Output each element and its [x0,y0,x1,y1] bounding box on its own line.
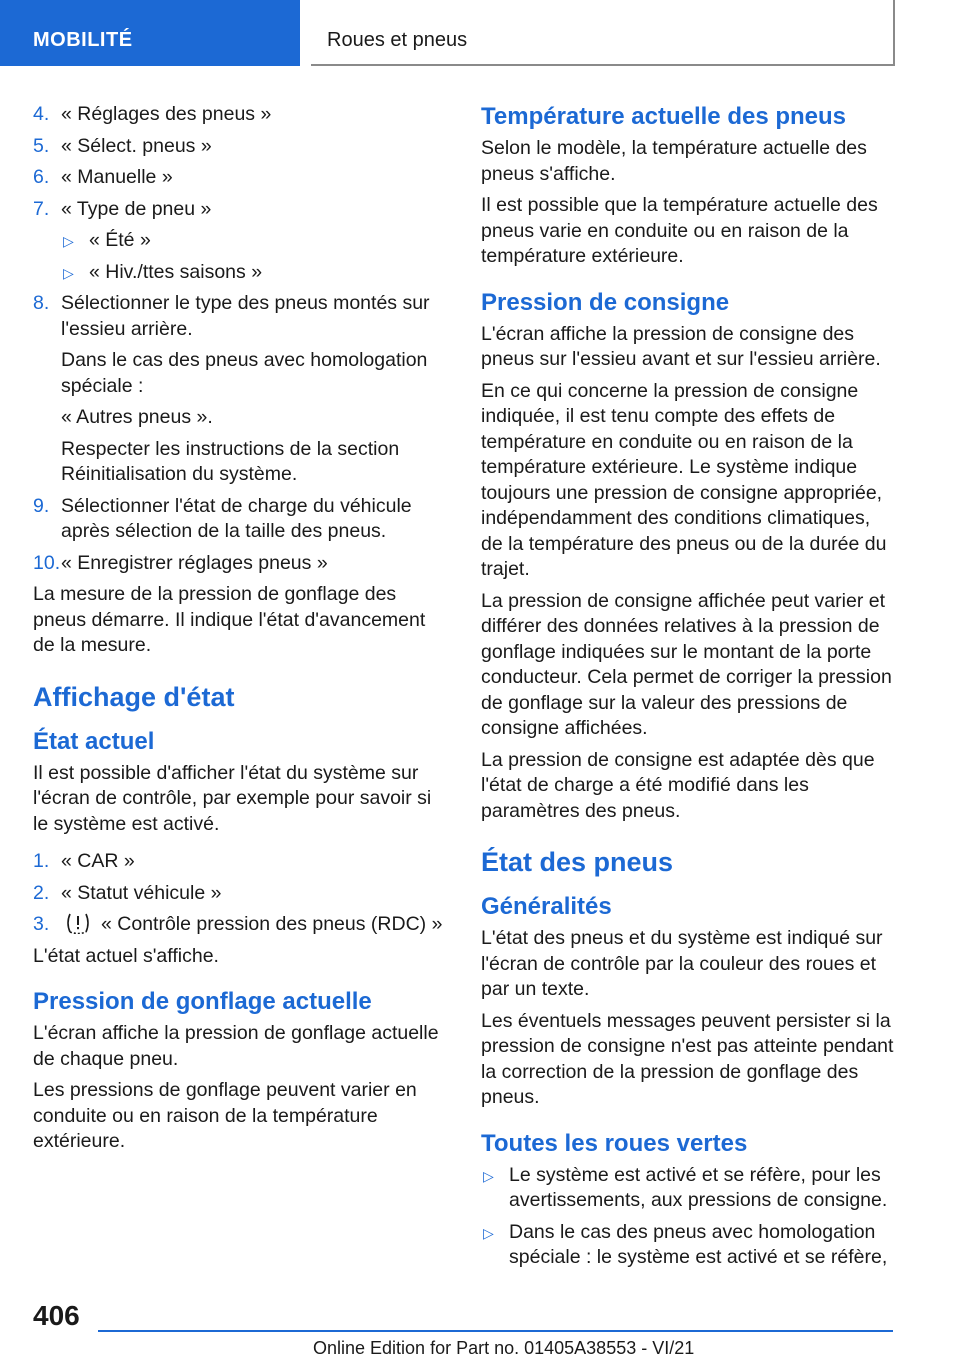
footer-divider [98,1330,893,1332]
triangle-right-icon: ▷ [483,1167,494,1184]
page-header [0,0,960,66]
step-number: 10. [33,551,61,574]
step-item [33,134,448,160]
heading-generalites: Généralités [481,893,612,920]
paragraph: Les pressions de gonflage peuvent varier en conduite ou en raison de la température extérieure. [33,1079,417,1152]
option-item [33,228,448,254]
triangle-right-icon: ▷ [63,264,74,281]
step-number: 8. [33,292,50,314]
heading-pression-consigne: Pression de consigne [481,288,730,316]
step-item [33,912,448,938]
page-number: 406 [33,1300,80,1331]
triangle-right-icon: ▷ [483,1224,494,1241]
step-text: « Enregistrer réglages pneus » [61,551,328,574]
step-item [33,494,448,545]
step-note: Dans le cas des pneus avec homologation spéciale : [61,349,428,397]
bullet-text: Dans le cas des pneus avec homologation spéciale : le système est activé et se réfère, [509,1220,888,1268]
right-column [481,102,896,1277]
paragraph: L'écran affiche la pression de gonflage actuelle de chaque pneu. [33,1022,439,1070]
paragraph: La pression de consigne affichée peut varier et différer des données relatives à la pression de gonflage indiquées sur le montant de la porte conducteur. Cela permet de corriger la pression de gonflage sur la valeur des pressions de consigne affichées. [481,589,892,739]
step-item [33,102,448,128]
step-text: « CAR » [61,850,135,872]
edition-text: Online Edition for Part no. 01405A38553 - VI/21 [313,1338,695,1358]
option-text: « Hiv./ttes saisons » [89,260,263,283]
step-text: « Type de pneu » [61,197,212,220]
paragraph: Il est possible d'afficher l'état du système sur l'écran de contrôle, par exemple pour savoir si le système est activé. [33,761,432,835]
step-item [33,165,448,191]
step-number: 3. [33,913,50,935]
step-item [33,881,448,907]
heading-etat-pneus: État des pneus [481,847,674,877]
section-tab[interactable]: MOBILITÉ [0,0,300,66]
step-text: Sélectionner le type des pneus montés sur l'essieu arrière. [61,292,430,340]
bullet-text: Le système est activé et se réfère, pour les avertissements, aux pressions de consigne. [509,1163,888,1211]
step-item [33,197,448,223]
step-item [33,291,448,488]
paragraph: L'état des pneus et du système est indiqué sur l'écran de contrôle par la couleur des roues et par un texte. [481,927,883,1000]
triangle-right-icon: ▷ [63,233,74,249]
paragraph: La mesure de la pression de gonflage des pneus démarre. Il indique l'état d'avancement de la mesure. [33,583,426,656]
bullet-item [481,1220,896,1271]
step-text: « Sélect. pneus » [61,134,212,157]
paragraph: Les éventuels messages peuvent persister si la pression de consigne n'est pas atteinte pendant la correction de la pression de gonflage des pneus. [481,1009,894,1108]
option-item [33,260,448,286]
paragraph: La pression de consigne est adaptée dès que l'état de charge a été modifié dans les paramètres des pneus. [481,748,875,822]
step-number: 6. [33,166,50,188]
paragraph: L'état actuel s'affiche. [33,944,219,967]
heading-etat-actuel: État actuel [33,727,155,755]
step-number: 5. [33,134,50,157]
heading-affichage-etat: Affichage d'état [33,681,235,712]
step-number: 2. [33,881,50,904]
step-text: « Statut véhicule » [61,881,222,904]
paragraph: Il est possible que la température actuelle des pneus varie en conduite ou en raison de la température extérieure. [481,194,878,267]
heading-roues-vertes: Toutes les roues vertes [481,1129,748,1157]
step-text: « Contrôle pression des pneus (RDC) » [101,913,443,935]
step-item [33,551,448,577]
heading-temperature: Température actuelle des pneus [481,103,847,130]
step-item [33,849,448,875]
heading-pression-actuelle: Pression de gonflage actuelle [33,988,372,1015]
paragraph: Selon le modèle, la température actuelle des pneus s'affiche. [481,137,867,185]
tire-pressure-warning-icon [65,912,91,934]
step-number: 1. [33,850,50,872]
chapter-title: Roues et pneus [311,0,895,66]
step-text: « Réglages des pneus » [61,103,272,125]
left-column [33,102,448,1161]
step-number: 4. [33,103,50,125]
option-text: « Été » [89,229,151,251]
paragraph: L'écran affiche la pression de consigne des pneus sur l'essieu avant et sur l'essieu arrière. [481,322,881,370]
step-text: « Manuelle » [61,166,173,188]
paragraph: En ce qui concerne la pression de consigne indiquée, il est tenu compte des effets de température en conduite ou en raison de la température extérieure. Le système indique toujours une pression de consigne appropriée, indépendamment des conditions climatiques, de la température des pneus ou de la durée du trajet. [481,379,887,580]
step-note: « Autres pneus ». [61,406,213,428]
step-note: Respecter les instructions de la section Réinitialisation du système. [61,437,400,485]
bullet-item [481,1163,896,1214]
step-text: Sélectionner l'état de charge du véhicule après sélection de la taille des pneus. [61,494,412,542]
step-number: 9. [33,494,50,517]
step-number: 7. [33,197,50,220]
